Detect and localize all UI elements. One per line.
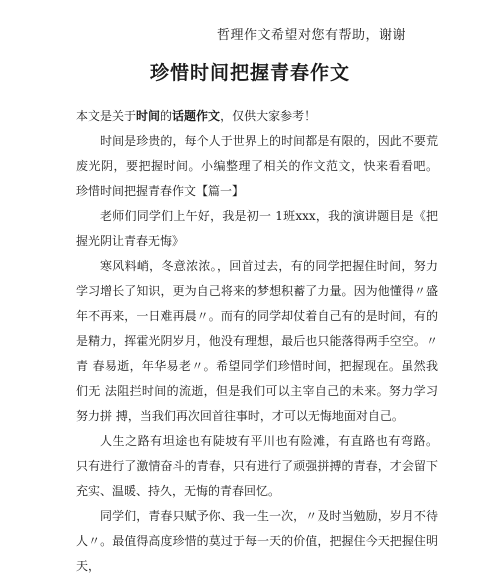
article-body xyxy=(76,104,438,579)
paragraph-3: 寒风料峭，冬意浓浓。，回首过去，有的同学把握住时间，努力 学习增长了知识，更为自己将来的梦想积蓄了力量。因为他懂得〃盛 年不再来，一日难再晨〃。而有的同学却仗着自己有的是时间，有的 是精力，挥霍光阴岁月，他没有理想，最后也只能落得两手空空。〃青 春易逝，年华易老〃。希望同学们珍惜时间，把握现在。虽然我们无 法阻拦时间的流逝，但是我们可以主宰自己的未来。努力学习努力拼 搏，当我们再次回首往事时，才可以无悔地面对自己。 xyxy=(76,259,438,423)
topic-keyword-essay: 话题作文 xyxy=(172,109,221,123)
intro-prefix: 本文是关于 xyxy=(76,109,137,123)
paragraph-5: 同学们，青春只赋予你、我一生一次，〃及时当勉励，岁月不待 人〃。最值得高度珍惜的莫过于每一天的价值，把握住今天把握住明 天， xyxy=(76,509,438,573)
paragraph-4: 人生之路有坦途也有陡坡有平川也有险滩，有直路也有弯路。 只有进行了激情奋斗的青春，只有进行了顽强拼搏的青春，才会留下 充实、温暖、持久，无悔的青春回忆。 xyxy=(76,434,438,498)
paragraph-1: 时间是珍贵的，每个人于世界上的时间都是有限的，因此不要荒 废光阴，要把握时间。小编整理了相关的作文范文，快来看看吧。 珍惜时间把握青春作文【篇一】 xyxy=(76,134,438,198)
intro-mid: 的 xyxy=(160,109,173,123)
page-title: 珍惜时间把握青春作文 xyxy=(149,62,350,84)
topic-keyword-time: 时间 xyxy=(136,109,161,123)
paragraph-2: 老师们同学们上午好，我是初一 1班xxx，我的演讲题目是《把 握光阴让青春无悔》 xyxy=(76,209,438,248)
header-note: 哲理作文希望对您有帮助，谢谢 xyxy=(216,28,406,43)
intro-suffix: ，仅供大家参考！ xyxy=(220,109,317,123)
intro-line xyxy=(76,104,438,129)
